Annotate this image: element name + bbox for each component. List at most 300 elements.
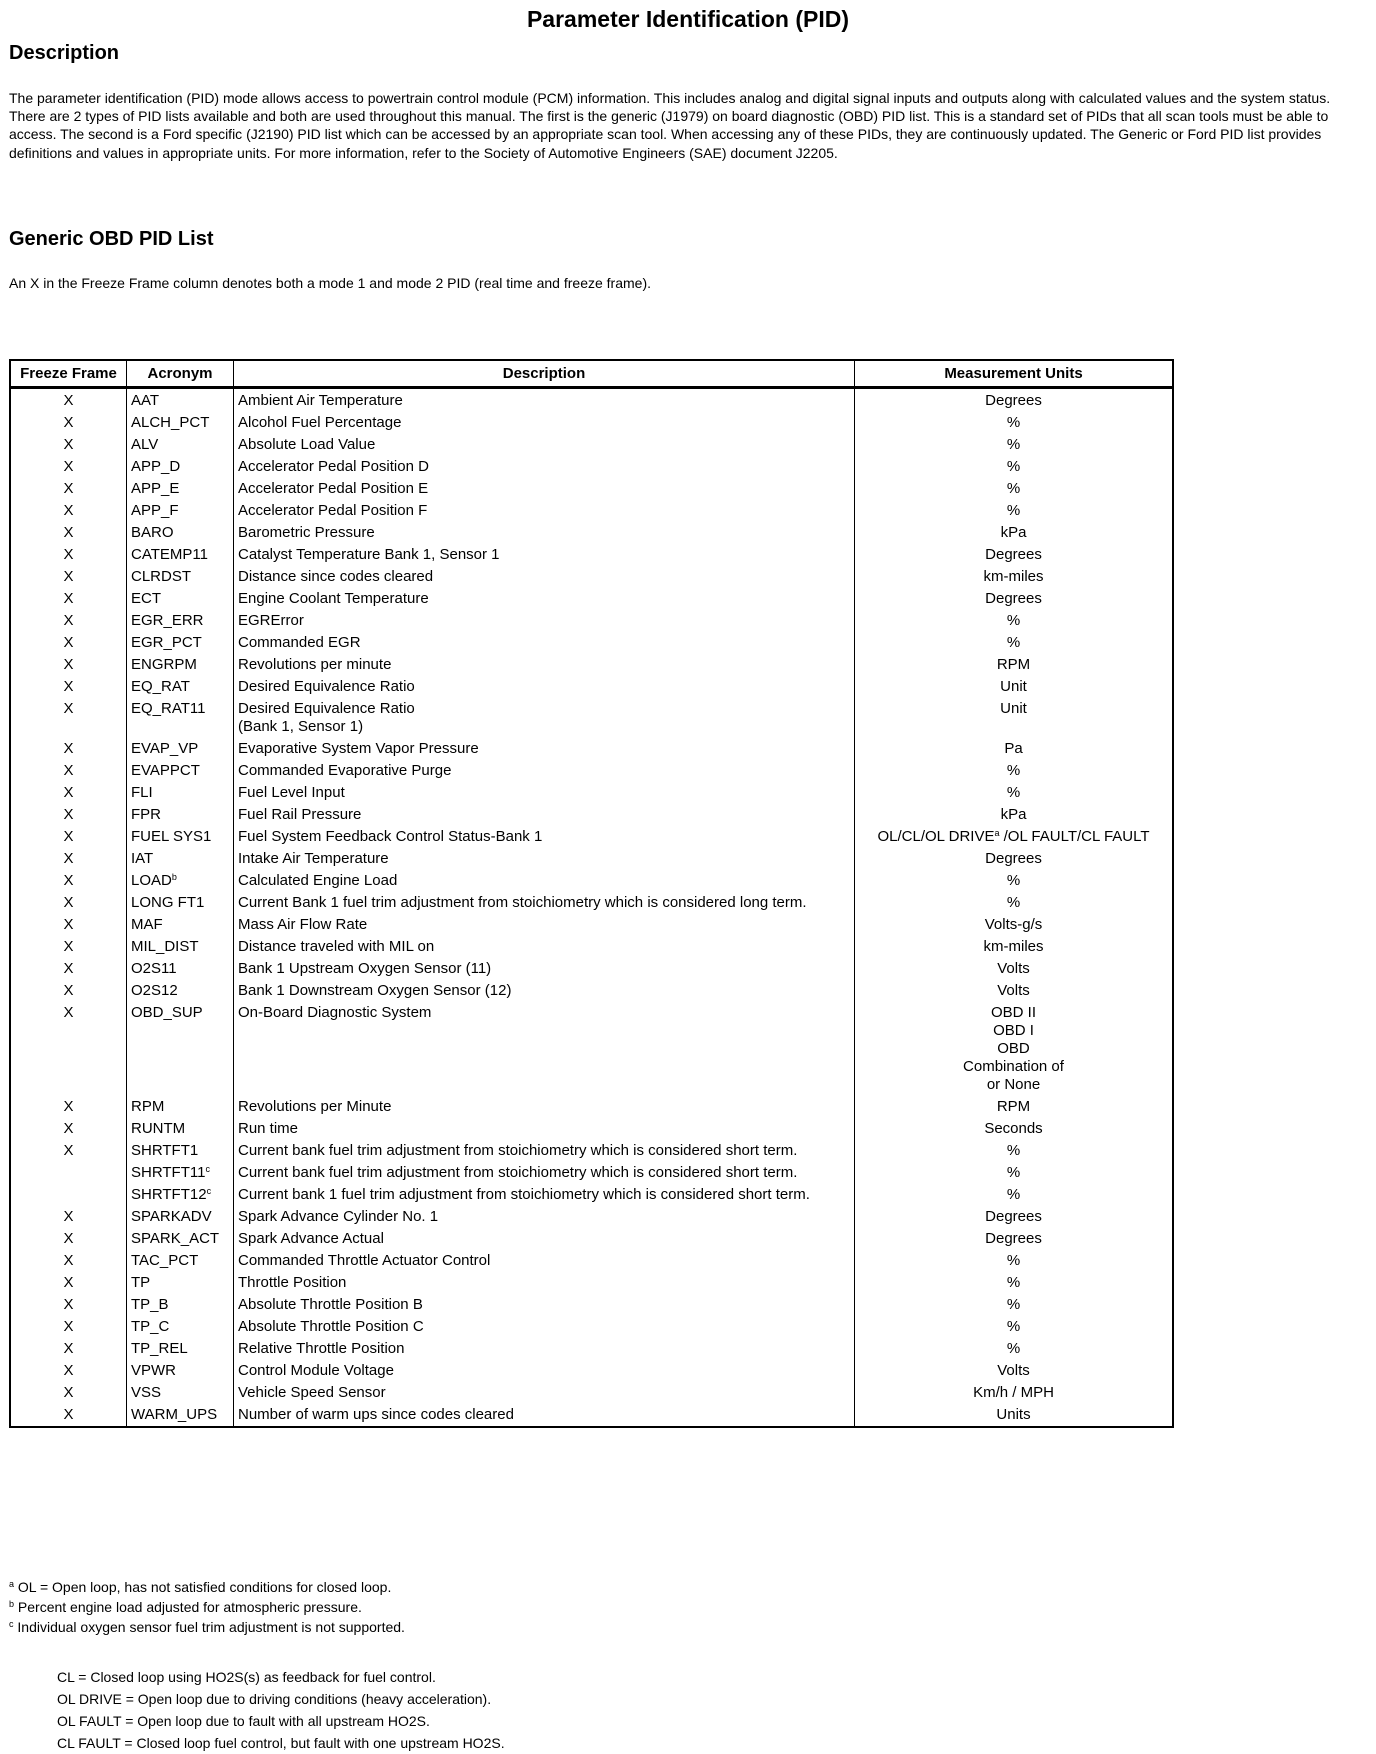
units-cell <box>855 958 1174 980</box>
freeze-frame-cell: X <box>10 870 127 892</box>
freeze-frame-cell: X <box>10 676 127 698</box>
acronym-cell <box>127 1118 234 1140</box>
freeze-frame-cell: X <box>10 760 127 782</box>
acronym-text: O2S12 <box>131 982 178 999</box>
freeze-frame-cell: X <box>10 1096 127 1118</box>
description-line: Absolute Throttle Position C <box>238 1318 424 1335</box>
units-text: Degrees <box>985 850 1042 867</box>
table-row <box>10 522 1173 544</box>
freeze-frame-note: An X in the Freeze Frame column denotes both a mode 1 and mode 2 PID (real time and freeze frame). <box>9 275 651 291</box>
acronym-cell <box>127 698 234 738</box>
table-row <box>10 936 1173 958</box>
acronym-cell <box>127 544 234 566</box>
acronym-cell <box>127 1250 234 1272</box>
acronym-text: ALV <box>131 436 159 453</box>
units-cell <box>855 544 1174 566</box>
freeze-frame-cell: X <box>10 1118 127 1140</box>
footnote-text: OL = Open loop, has not satisfied conditions for closed loop. <box>14 1579 392 1595</box>
units-text: % <box>1006 502 1021 519</box>
table-row <box>10 1250 1173 1272</box>
definition-line: OL DRIVE = Open loop due to driving conditions (heavy acceleration). <box>57 1691 492 1707</box>
freeze-frame-cell: X <box>10 1294 127 1316</box>
footnote-line <box>9 1577 405 1597</box>
description-cell <box>234 1206 855 1228</box>
units-text-tail: /OL FAULT/CL FAULT <box>999 828 1150 845</box>
freeze-frame-cell: X <box>10 1250 127 1272</box>
units-text: RPM <box>996 656 1031 673</box>
freeze-frame-cell: X <box>10 434 127 456</box>
description-line: EGRError <box>238 612 304 629</box>
units-cell <box>855 412 1174 434</box>
description-line: Current bank fuel trim adjustment from stoichiometry which is considered short term. <box>238 1142 798 1159</box>
acronym-text: MIL_DIST <box>131 938 199 955</box>
units-text: % <box>1006 414 1021 431</box>
units-cell <box>855 1294 1174 1316</box>
table-row <box>10 760 1173 782</box>
units-cell <box>855 738 1174 760</box>
description-cell <box>234 1338 855 1360</box>
description-line: Accelerator Pedal Position F <box>238 502 428 519</box>
acronym-cell <box>127 1140 234 1162</box>
units-text: Volts <box>997 982 1030 999</box>
description-line: Distance since codes cleared <box>238 568 434 585</box>
table-row <box>10 826 1173 848</box>
freeze-frame-cell: X <box>10 826 127 848</box>
acronym-cell <box>127 522 234 544</box>
table-row <box>10 1096 1173 1118</box>
description-line: Revolutions per Minute <box>238 1098 392 1115</box>
freeze-frame-cell: X <box>10 914 127 936</box>
acronym-cell <box>127 588 234 610</box>
units-cell <box>855 434 1174 456</box>
table-row <box>10 1316 1173 1338</box>
table-row <box>10 478 1173 500</box>
freeze-frame-cell: X <box>10 738 127 760</box>
acronym-text: AAT <box>131 392 160 409</box>
units-cell <box>855 1162 1174 1184</box>
units-cell <box>855 1206 1174 1228</box>
acronym-cell <box>127 434 234 456</box>
table-row <box>10 632 1173 654</box>
acronym-text: WARM_UPS <box>131 1406 218 1423</box>
acronym-cell <box>127 804 234 826</box>
table-row <box>10 848 1173 870</box>
description-line: Distance traveled with MIL on <box>238 938 435 955</box>
table-row <box>10 544 1173 566</box>
acronym-cell <box>127 936 234 958</box>
acronym-cell <box>127 1382 234 1404</box>
description-cell <box>234 870 855 892</box>
table-row <box>10 456 1173 478</box>
description-line: Mass Air Flow Rate <box>238 916 368 933</box>
units-cell <box>855 566 1174 588</box>
acronym-cell <box>127 654 234 676</box>
units-cell <box>855 654 1174 676</box>
pid-table <box>9 359 1174 1428</box>
acronym-text: FLI <box>131 784 153 801</box>
description-line: Accelerator Pedal Position E <box>238 480 429 497</box>
table-row <box>10 1228 1173 1250</box>
description-line: Commanded EGR <box>238 634 361 651</box>
description-line: On-Board Diagnostic System <box>238 1004 432 1021</box>
units-cell <box>855 1002 1174 1096</box>
units-cell <box>855 1228 1174 1250</box>
units-text: Degrees <box>985 1208 1042 1225</box>
acronym-text: MAF <box>131 916 163 933</box>
table-row <box>10 434 1173 456</box>
units-text: % <box>1006 1164 1021 1181</box>
units-cell <box>855 632 1174 654</box>
acronym-cell <box>127 1228 234 1250</box>
acronym-cell <box>127 676 234 698</box>
acronym-text: VSS <box>131 1384 162 1401</box>
acronym-text: TAC_PCT <box>131 1252 199 1269</box>
table-row <box>10 1162 1173 1184</box>
description-line: Spark Advance Actual <box>238 1230 384 1247</box>
acronym-cell <box>127 826 234 848</box>
acronym-text: EQ_RAT <box>131 678 190 695</box>
units-cell <box>855 1140 1174 1162</box>
header-measurement-units: Measurement Units <box>855 360 1174 388</box>
units-text: % <box>1006 872 1021 889</box>
pid-table-body <box>10 388 1173 1428</box>
units-text: % <box>1006 894 1021 911</box>
freeze-frame-cell: X <box>10 804 127 826</box>
table-row <box>10 1272 1173 1294</box>
table-row <box>10 1404 1173 1427</box>
table-row <box>10 698 1173 738</box>
acronym-cell <box>127 1272 234 1294</box>
freeze-frame-cell: X <box>10 654 127 676</box>
description-cell <box>234 1316 855 1338</box>
description-cell <box>234 1184 855 1206</box>
units-cell <box>855 698 1174 738</box>
footnote-line <box>9 1597 405 1617</box>
description-cell <box>234 412 855 434</box>
definition-line: CL = Closed loop using HO2S(s) as feedback for fuel control. <box>57 1669 436 1685</box>
acronym-cell <box>127 848 234 870</box>
description-cell <box>234 434 855 456</box>
units-cell <box>855 1096 1174 1118</box>
freeze-frame-cell: X <box>10 610 127 632</box>
acronym-text: SHRTFT12 <box>131 1186 207 1203</box>
freeze-frame-cell: X <box>10 632 127 654</box>
units-cell <box>855 1316 1174 1338</box>
table-row <box>10 1118 1173 1140</box>
freeze-frame-cell: X <box>10 412 127 434</box>
table-row <box>10 782 1173 804</box>
footnote-mark: a <box>9 1579 15 1589</box>
acronym-cell <box>127 1002 234 1096</box>
description-line: Bank 1 Downstream Oxygen Sensor (12) <box>238 982 512 999</box>
table-row <box>10 654 1173 676</box>
acronym-text: O2S11 <box>131 960 177 977</box>
page-title: Parameter Identification (PID) <box>526 6 850 32</box>
description-line: Current bank fuel trim adjustment from stoichiometry which is considered short term. <box>238 1164 798 1181</box>
units-text: % <box>1006 612 1021 629</box>
description-line: Bank 1 Upstream Oxygen Sensor (11) <box>238 960 492 977</box>
footnote-mark: b <box>9 1599 15 1609</box>
description-cell <box>234 1118 855 1140</box>
acronym-text: RPM <box>131 1098 165 1115</box>
units-text: Degrees <box>985 1230 1042 1247</box>
units-cell <box>855 522 1174 544</box>
description-cell <box>234 1002 855 1096</box>
definition-line: OL FAULT = Open loop due to fault with all upstream HO2S. <box>57 1713 430 1729</box>
table-row <box>10 892 1173 914</box>
units-text: % <box>1006 634 1021 651</box>
definition-line: CL FAULT = Closed loop fuel control, but fault with one upstream HO2S. <box>57 1735 505 1751</box>
table-row <box>10 870 1173 892</box>
freeze-frame-cell: X <box>10 478 127 500</box>
acronym-cell <box>127 914 234 936</box>
footnote-marker: c <box>206 1186 212 1196</box>
table-row <box>10 1360 1173 1382</box>
description-line: Commanded Throttle Actuator Control <box>238 1252 491 1269</box>
table-row <box>10 1382 1173 1404</box>
units-text: km-miles <box>983 568 1044 585</box>
table-row <box>10 676 1173 698</box>
freeze-frame-cell: X <box>10 522 127 544</box>
units-text: Degrees <box>985 590 1042 607</box>
description-cell <box>234 1294 855 1316</box>
units-cell <box>855 1404 1174 1427</box>
units-cell <box>855 588 1174 610</box>
acronym-text: LONG FT1 <box>131 894 205 911</box>
acronym-cell <box>127 566 234 588</box>
units-cell <box>855 676 1174 698</box>
description-heading: Description <box>9 42 120 64</box>
description-cell <box>234 980 855 1002</box>
description-cell <box>234 1096 855 1118</box>
description-line: Run time <box>238 1120 299 1137</box>
description-cell <box>234 698 855 738</box>
freeze-frame-cell: X <box>10 892 127 914</box>
description-cell <box>234 588 855 610</box>
units-text: Degrees <box>985 546 1042 563</box>
table-row <box>10 958 1173 980</box>
acronym-text: SHRTFT11 <box>131 1164 206 1181</box>
acronym-cell <box>127 456 234 478</box>
acronym-cell <box>127 958 234 980</box>
freeze-frame-cell: X <box>10 566 127 588</box>
description-cell <box>234 760 855 782</box>
units-text: kPa <box>1000 806 1027 823</box>
acronym-text: EVAP_VP <box>131 740 199 757</box>
acronym-text: SPARK_ACT <box>131 1230 220 1247</box>
acronym-text: VPWR <box>131 1362 176 1379</box>
acronym-text: TP_REL <box>131 1340 188 1357</box>
units-cell <box>855 1118 1174 1140</box>
acronym-cell <box>127 500 234 522</box>
units-text: OBD II OBD I OBD Combination of or None <box>963 1004 1064 1093</box>
footnote-text: Individual oxygen sensor fuel trim adjustment is not supported. <box>13 1619 405 1635</box>
table-row <box>10 1338 1173 1360</box>
units-text: Km/h / MPH <box>973 1384 1054 1401</box>
units-text: RPM <box>996 1098 1031 1115</box>
units-cell <box>855 804 1174 826</box>
description-line: Number of warm ups since codes cleared <box>238 1406 514 1423</box>
description-line: Desired Equivalence Ratio <box>238 700 415 717</box>
acronym-text: LOAD <box>131 872 172 889</box>
units-cell <box>855 782 1174 804</box>
table-row <box>10 610 1173 632</box>
acronym-text: ECT <box>131 590 161 607</box>
description-cell <box>234 544 855 566</box>
units-text: % <box>1006 1340 1021 1357</box>
freeze-frame-cell: X <box>10 1140 127 1162</box>
description-line: Catalyst Temperature Bank 1, Sensor 1 <box>238 546 500 563</box>
acronym-cell <box>127 980 234 1002</box>
footnote-line <box>9 1617 405 1637</box>
acronym-text: EGR_PCT <box>131 634 202 651</box>
acronym-text: TP_C <box>131 1318 170 1335</box>
units-text: % <box>1006 1252 1021 1269</box>
acronym-text: FUEL SYS1 <box>131 828 212 845</box>
footnote-text: Percent engine load adjusted for atmospheric pressure. <box>14 1599 362 1615</box>
units-text: OL/CL/OL DRIVE <box>877 828 995 845</box>
description-line: Fuel Rail Pressure <box>238 806 362 823</box>
freeze-frame-cell: X <box>10 544 127 566</box>
freeze-frame-cell: X <box>10 1272 127 1294</box>
description-line: Current bank 1 fuel trim adjustment from stoichiometry which is considered short term. <box>238 1186 810 1203</box>
freeze-frame-cell: X <box>10 1206 127 1228</box>
table-row <box>10 500 1173 522</box>
freeze-frame-cell: X <box>10 698 127 738</box>
units-cell <box>855 388 1174 413</box>
description-line: Fuel System Feedback Control Status-Bank 1 <box>238 828 543 845</box>
description-cell <box>234 958 855 980</box>
units-text: kPa <box>1000 524 1027 541</box>
table-row <box>10 1140 1173 1162</box>
units-cell <box>855 848 1174 870</box>
description-cell <box>234 388 855 413</box>
description-line: Engine Coolant Temperature <box>238 590 429 607</box>
acronym-text: OBD_SUP <box>131 1004 203 1021</box>
units-cell <box>855 1360 1174 1382</box>
acronym-text: EVAPPCT <box>131 762 200 779</box>
acronym-cell <box>127 1404 234 1427</box>
description-cell <box>234 782 855 804</box>
acronym-text: FPR <box>131 806 161 823</box>
units-text: Volts <box>997 1362 1030 1379</box>
table-row <box>10 1002 1173 1096</box>
units-text: % <box>1006 1142 1021 1159</box>
description-line: Vehicle Speed Sensor <box>238 1384 386 1401</box>
description-line: Fuel Level Input <box>238 784 345 801</box>
acronym-text: CATEMP11 <box>131 546 208 563</box>
units-text: Volts <box>997 960 1030 977</box>
units-cell <box>855 456 1174 478</box>
description-line: Relative Throttle Position <box>238 1340 405 1357</box>
table-row <box>10 1206 1173 1228</box>
acronym-cell <box>127 1338 234 1360</box>
freeze-frame-cell <box>10 1184 127 1206</box>
freeze-frame-cell <box>10 1162 127 1184</box>
table-row <box>10 566 1173 588</box>
freeze-frame-cell: X <box>10 1338 127 1360</box>
units-cell <box>855 870 1174 892</box>
description-cell <box>234 848 855 870</box>
description-line: Evaporative System Vapor Pressure <box>238 740 479 757</box>
acronym-text: SPARKADV <box>131 1208 212 1225</box>
acronym-cell <box>127 870 234 892</box>
description-line: Desired Equivalence Ratio <box>238 678 415 695</box>
acronym-text: ENGRPM <box>131 656 197 673</box>
table-row <box>10 980 1173 1002</box>
acronym-cell <box>127 1294 234 1316</box>
acronym-cell <box>127 1184 234 1206</box>
table-row <box>10 588 1173 610</box>
table-row <box>10 804 1173 826</box>
description-cell <box>234 1360 855 1382</box>
freeze-frame-cell: X <box>10 1002 127 1096</box>
freeze-frame-cell: X <box>10 980 127 1002</box>
freeze-frame-cell: X <box>10 958 127 980</box>
description-cell <box>234 676 855 698</box>
acronym-cell <box>127 1316 234 1338</box>
description-cell <box>234 654 855 676</box>
header-freeze-frame: Freeze Frame <box>10 360 127 388</box>
footnote-marker: c <box>205 1164 210 1174</box>
table-row <box>10 738 1173 760</box>
description-cell <box>234 632 855 654</box>
units-text: Degrees <box>985 392 1042 409</box>
description-cell <box>234 566 855 588</box>
description-line: Current Bank 1 fuel trim adjustment from stoichiometry which is considered long term. <box>238 894 807 911</box>
acronym-text: EGR_ERR <box>131 612 204 629</box>
description-line: Revolutions per minute <box>238 656 392 673</box>
description-line: Intake Air Temperature <box>238 850 389 867</box>
freeze-frame-cell: X <box>10 588 127 610</box>
acronym-text: IAT <box>131 850 154 867</box>
units-text: Unit <box>1000 700 1027 717</box>
units-cell <box>855 1184 1174 1206</box>
description-cell <box>234 738 855 760</box>
acronym-cell <box>127 782 234 804</box>
freeze-frame-cell: X <box>10 1404 127 1427</box>
freeze-frame-cell: X <box>10 1228 127 1250</box>
description-cell <box>234 892 855 914</box>
units-text: Volts-g/s <box>984 916 1043 933</box>
units-cell <box>855 1250 1174 1272</box>
acronym-cell <box>127 412 234 434</box>
header-description: Description <box>234 360 855 388</box>
description-line: Barometric Pressure <box>238 524 375 541</box>
acronym-cell <box>127 1206 234 1228</box>
acronym-text: APP_D <box>131 458 181 475</box>
acronym-cell <box>127 632 234 654</box>
description-cell <box>234 1228 855 1250</box>
units-text: Pa <box>1004 740 1023 757</box>
description-line: Ambient Air Temperature <box>238 392 403 409</box>
units-cell <box>855 1338 1174 1360</box>
description-cell <box>234 804 855 826</box>
description-cell <box>234 826 855 848</box>
units-text: Unit <box>1000 678 1027 695</box>
freeze-frame-cell: X <box>10 782 127 804</box>
acronym-text: BARO <box>131 524 174 541</box>
acronym-cell <box>127 610 234 632</box>
acronym-cell <box>127 1162 234 1184</box>
description-cell <box>234 456 855 478</box>
units-cell <box>855 892 1174 914</box>
units-cell <box>855 1382 1174 1404</box>
generic-pid-heading: Generic OBD PID List <box>9 228 214 250</box>
acronym-text: APP_F <box>131 502 179 519</box>
description-cell <box>234 1272 855 1294</box>
description-cell <box>234 610 855 632</box>
